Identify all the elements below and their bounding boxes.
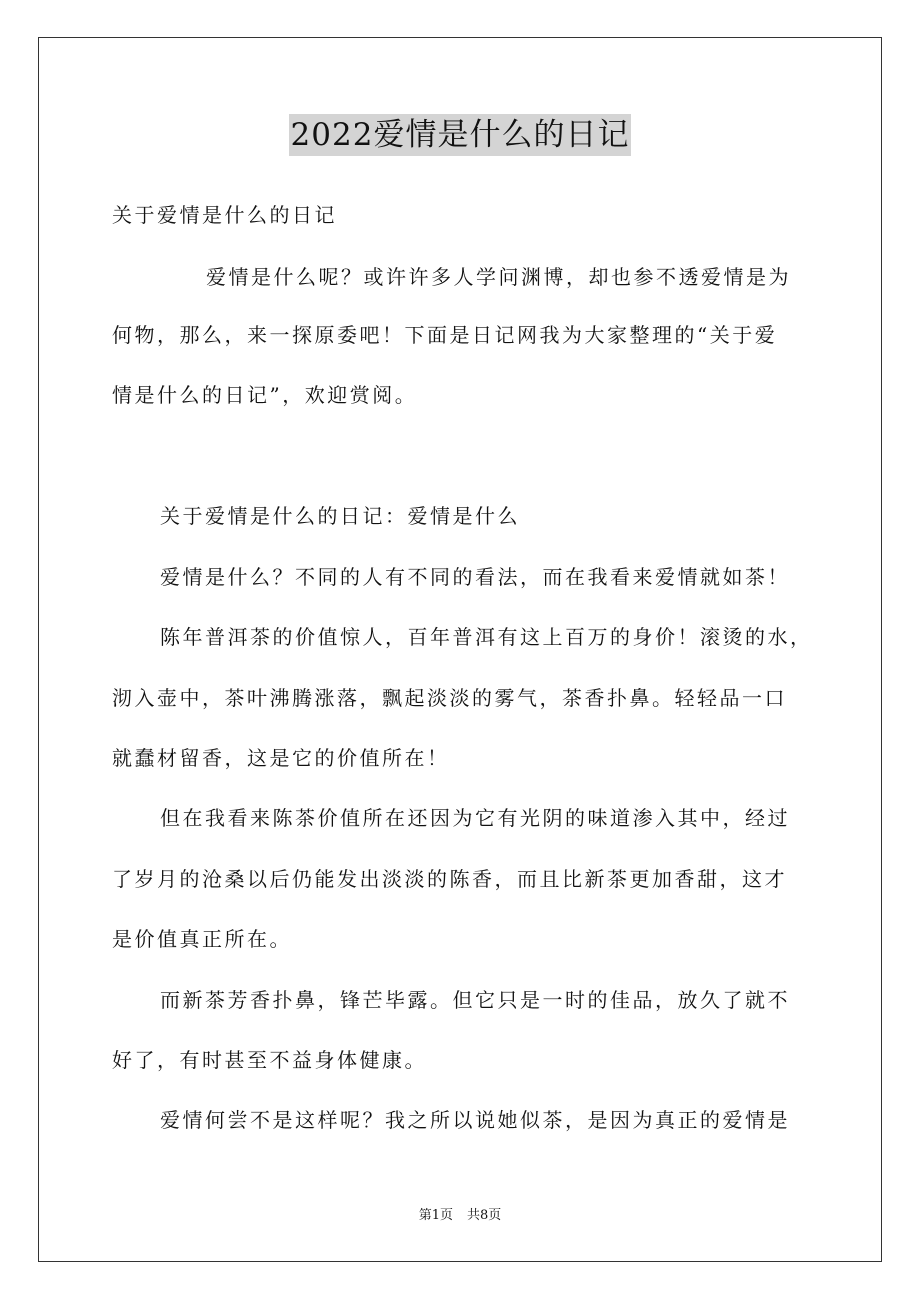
paragraph-line: 是价值真正所在。: [112, 927, 292, 951]
page-number: 第1页: [418, 1208, 453, 1223]
paragraph-line: 情是什么的日记”，欢迎赏阅。: [112, 383, 418, 407]
paragraph-line: 而新茶芳香扑鼻，锋芒毕露。但它只是一时的佳品，放久了就不: [160, 988, 790, 1012]
paragraph-line: 就蠢材留香，这是它的价值所在！: [112, 746, 450, 770]
page-footer: [0, 1206, 920, 1226]
paragraph-line: 沏入壶中，茶叶沸腾涨落，飘起淡淡的雾气，茶香扑鼻。轻轻品一口: [112, 686, 787, 710]
page-total: 共8页: [467, 1208, 502, 1223]
paragraph-line: 了岁月的沧桑以后仍能发出淡淡的陈香，而且比新茶更加香甜，这才: [112, 867, 787, 891]
paragraph-line: 爱情何尝不是这样呢？我之所以说她似茶，是因为真正的爱情是: [160, 1108, 790, 1132]
paragraph-line: 何物，那么，来一探原委吧！下面是日记网我为大家整理的“关于爱: [112, 323, 778, 347]
paragraph-line: 爱情是什么呢？或许许多人学问渊博，却也参不透爱情是为: [206, 265, 791, 289]
paragraph-line: 好了，有时甚至不益身体健康。: [112, 1048, 427, 1072]
paragraph-line: 爱情是什么？不同的人有不同的看法，而在我看来爱情就如茶！: [160, 565, 790, 589]
subtitle-line: 关于爱情是什么的日记: [112, 203, 337, 227]
title-container: [0, 114, 920, 156]
paragraph-line: 陈年普洱茶的价值惊人，百年普洱有这上百万的身价！滚烫的水，: [160, 625, 813, 649]
paragraph-line: 但在我看来陈茶价值所在还因为它有光阴的味道渗入其中，经过: [160, 806, 790, 830]
section-heading: 关于爱情是什么的日记：爱情是什么: [160, 504, 520, 528]
document-title: 2022爱情是什么的日记: [289, 114, 632, 156]
